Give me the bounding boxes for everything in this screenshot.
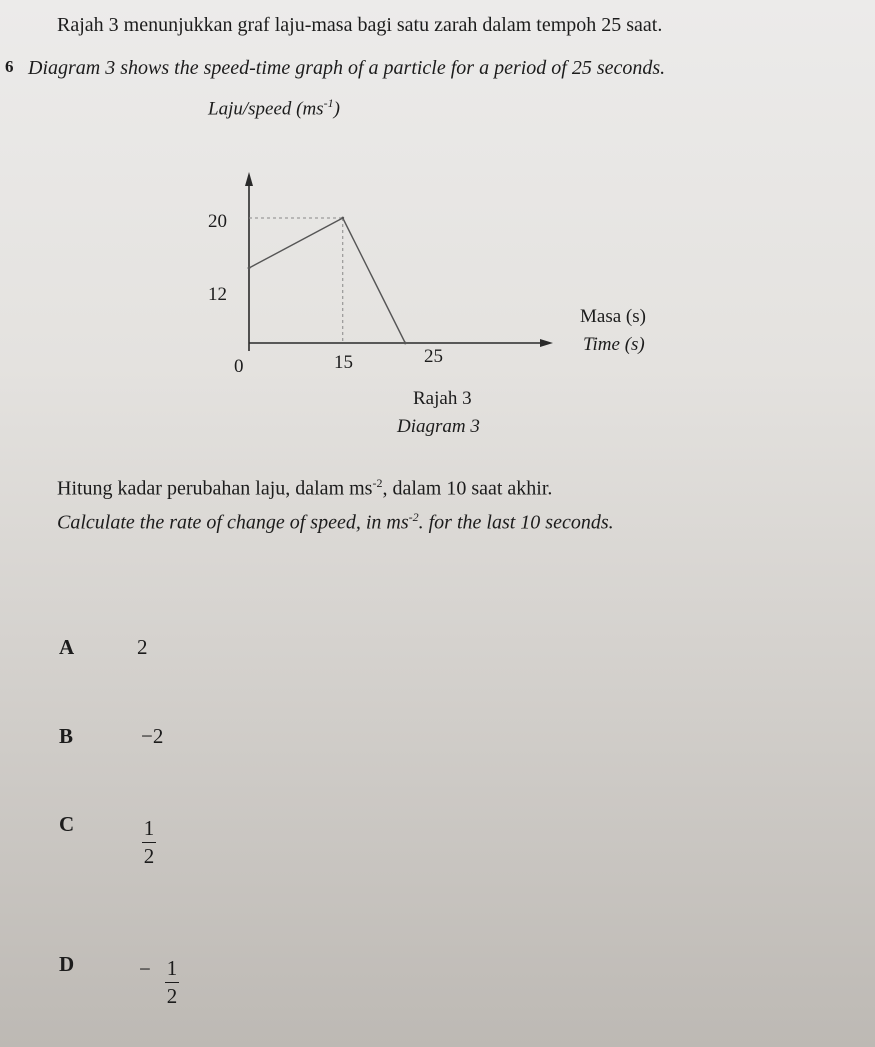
option-c-fraction [139,818,159,867]
option-a-value: 2 [137,635,148,659]
option-d-letter: D [59,952,75,976]
caption-english: Diagram 3 [397,416,480,437]
y-axis-arrow [245,172,253,186]
prompt-malay: Hitung kadar perubahan laju, dalam $ms^{-2}$, dalam 10 saat akhir. [57,476,553,500]
option-b-value: −2 [141,724,164,748]
option-d-fraction [162,958,182,1007]
option-c-numerator: 1 [143,816,155,840]
option-c-denominator: 2 [143,844,155,868]
axes [245,172,553,351]
data-marks [248,217,407,345]
question-number: 6 [5,57,14,76]
option-a-letter: A [59,635,75,659]
y-tick-20: 20 [208,211,227,232]
question-text-english: Diagram 3 shows the speed-time graph of a particle for a period of 25 seconds. [28,57,666,79]
x-axis-label-malay: Masa (s) [580,306,646,327]
option-d-sign: − [139,957,151,981]
y-tick-12: 12 [208,284,227,305]
option-d-denominator: 2 [166,984,178,1008]
x-tick-15: 15 [334,352,353,373]
graph-segment [343,218,406,343]
data-point [404,342,407,345]
question-text-malay: Rajah 3 menunjukkan graf laju-masa bagi satu zarah dalam tempoh 25 saat. [57,14,663,36]
x-axis-label-english: Time (s) [583,334,645,355]
graph-segment [249,218,343,268]
option-b-letter: B [59,724,74,748]
option-c-letter: C [59,812,75,836]
y-axis-label: Laju/speed $(ms^{-1})$ [208,96,340,120]
origin-label: 0 [234,356,244,377]
x-tick-25: 25 [424,346,443,367]
data-point [341,217,344,220]
caption-malay: Rajah 3 [413,388,472,409]
data-point [248,267,251,270]
prompt-english: Calculate the rate of change of speed, in $ms^{-2}$. for the last 10 seconds. [57,510,614,534]
option-d-numerator: 1 [166,956,178,980]
x-axis-arrow [540,339,553,347]
